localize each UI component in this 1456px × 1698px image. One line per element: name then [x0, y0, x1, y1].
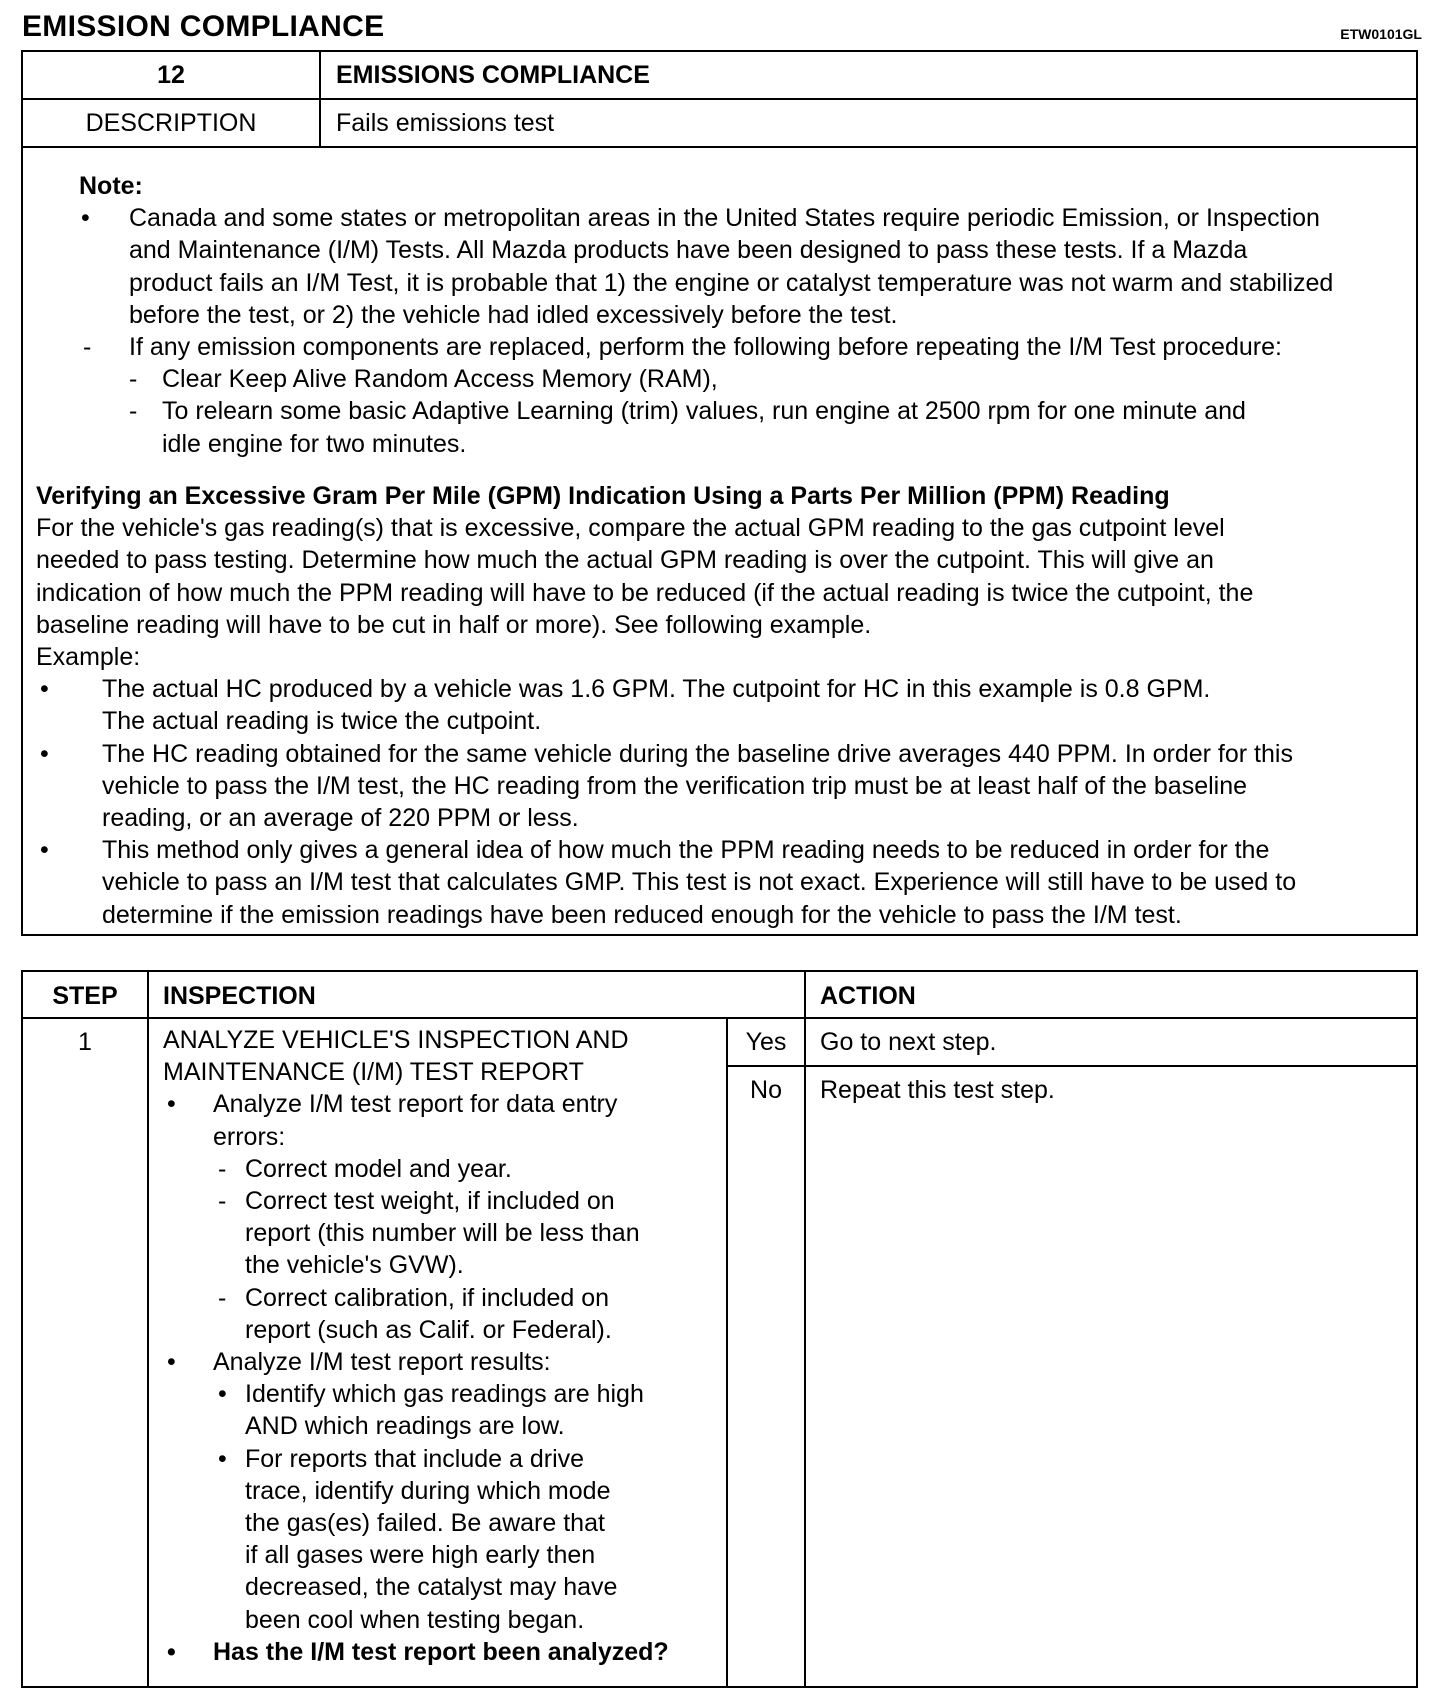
inspection-column-header: INSPECTION — [163, 982, 316, 1010]
inspection-sub-bullet-2-line: decreased, the catalyst may have — [245, 1573, 618, 1602]
note-sub-item-2-line: To relearn some basic Adaptive Learning (trim) values, run engine at 2500 rpm for one minute and — [162, 397, 1246, 426]
inspection-sub-bullet-1 — [163, 1378, 723, 1442]
no-action: Repeat this test step. — [820, 1076, 1055, 1104]
example-item-line: vehicle to pass the I/M test, the HC reading from the verification trip must be at least half of the baseline — [102, 771, 1248, 800]
verify-paragraph-line: needed to pass testing. Determine how much the actual GPM reading is over the cutpoint. This will give an — [36, 546, 1214, 575]
inspection-sub-bullet-2-line: the gas(es) failed. Be aware that — [245, 1509, 605, 1538]
dash-bullet-icon: - — [218, 1154, 227, 1183]
page-header — [22, 6, 1422, 46]
inspection-sub-bullet-1-line: AND which readings are low. — [245, 1412, 565, 1441]
dash-bullet-icon: - — [218, 1187, 227, 1216]
inspection-question — [163, 1636, 723, 1668]
inspection-bullet-2-text: Analyze I/M test report results: — [213, 1348, 551, 1377]
header-table — [21, 50, 1418, 148]
inspection-detail-2-line: Correct test weight, if included on — [245, 1187, 615, 1216]
dash-bullet-icon: - — [218, 1283, 227, 1312]
bullet-icon: • — [81, 204, 90, 233]
note-sub-item-2 — [23, 395, 1416, 459]
dash-bullet-icon: - — [129, 365, 138, 394]
example-item — [36, 673, 1406, 737]
step-table — [21, 970, 1418, 1688]
column-divider — [804, 972, 806, 1686]
inspection-sub-bullet-2-line: For reports that include a drive — [245, 1444, 585, 1473]
example-item-line: The actual HC produced by a vehicle was 1.6 GPM. The cutpoint for HC in this example is 0.8 GPM. — [102, 675, 1211, 704]
note-bullet-1-line: before the test, or 2) the vehicle had idled excessively before the test. — [129, 300, 898, 329]
inspection-sub-bullet-2-line: trace, identify during which mode — [245, 1476, 611, 1505]
example-item-line: The actual reading is twice the cutpoint. — [102, 707, 542, 736]
header-row-title — [23, 52, 1416, 98]
inspection-sub-bullet-2-line: if all gases were high early then — [245, 1541, 596, 1570]
bullet-icon: • — [167, 1637, 176, 1666]
bullet-icon: • — [40, 836, 49, 865]
dash-bullet-icon: - — [83, 333, 92, 362]
step-column-header: STEP — [52, 982, 118, 1010]
note-bullet-2-text: If any emission components are replaced, perform the following before repeating the I/M Test procedure: — [129, 333, 1282, 362]
document-code: ETW0101GL — [1340, 26, 1422, 42]
step-number: 1 — [78, 1028, 92, 1056]
verify-paragraph-line: indication of how much the PPM reading will have to be reduced (if the actual reading is twice the cutpoint, the — [36, 578, 1254, 607]
description-value: Fails emissions test — [336, 108, 555, 137]
inspection-sub-bullet-2-line: been cool when testing began. — [245, 1605, 585, 1634]
description-label: DESCRIPTION — [23, 100, 321, 146]
troubleshooting-number: 12 — [23, 52, 321, 98]
header-row-description — [23, 98, 1416, 146]
step-title-line: ANALYZE VEHICLE'S INSPECTION AND — [163, 1026, 629, 1054]
note-sub-item-1 — [23, 363, 1416, 395]
no-label: No — [750, 1076, 782, 1104]
verify-paragraph-line: For the vehicle's gas reading(s) that is excessive, compare the actual GPM reading to the gas cutpoint level — [36, 514, 1225, 543]
page-title: EMISSION COMPLIANCE — [22, 10, 385, 43]
note-label: Note: — [79, 172, 143, 200]
troubleshooting-name: EMISSIONS COMPLIANCE — [336, 60, 650, 89]
verify-paragraph-line: baseline reading will have to be cut in half or more). See following example. — [36, 610, 872, 639]
column-divider — [147, 972, 149, 1686]
dash-bullet-icon: - — [129, 397, 138, 426]
inspection-detail-1-text: Correct model and year. — [245, 1154, 512, 1183]
inspection-detail-1 — [163, 1153, 723, 1185]
inspection-question-text: Has the I/M test report been analyzed? — [213, 1637, 669, 1666]
inspection-content — [163, 1024, 723, 1668]
bullet-icon: • — [218, 1444, 227, 1473]
example-item-line: determine if the emission readings have been reduced enough for the vehicle to pass the I/M test. — [102, 900, 1182, 929]
inspection-bullet-1 — [163, 1088, 723, 1152]
bullet-icon: • — [40, 675, 49, 704]
inspection-sub-bullet-2 — [163, 1443, 723, 1636]
verify-heading: Verifying an Excessive Gram Per Mile (GPM) Indication Using a Parts Per Million (PPM) Reading — [36, 482, 1170, 510]
bullet-icon: • — [218, 1380, 227, 1409]
yes-label: Yes — [745, 1028, 787, 1056]
inspection-detail-2 — [163, 1185, 723, 1282]
yes-action: Go to next step. — [820, 1028, 997, 1056]
note-bullet-1 — [23, 202, 1416, 331]
note-sub-item-2-line: idle engine for two minutes. — [162, 429, 467, 458]
note-sub-item-1-text: Clear Keep Alive Random Access Memory (RAM), — [162, 365, 718, 394]
verify-section — [36, 480, 1406, 931]
example-label: Example: — [36, 643, 141, 672]
action-column-header: ACTION — [820, 982, 916, 1010]
bullet-icon: • — [167, 1090, 176, 1119]
inspection-detail-3-line: Correct calibration, if included on — [245, 1283, 610, 1312]
inspection-detail-3 — [163, 1282, 723, 1346]
example-item-line: reading, or an average of 220 PPM or less. — [102, 804, 579, 833]
bullet-icon: • — [167, 1348, 176, 1377]
inspection-detail-3-line: report (such as Calif. or Federal). — [245, 1315, 612, 1344]
inspection-bullet-2 — [163, 1346, 723, 1378]
inspection-detail-2-line: report (this number will be less than — [245, 1219, 640, 1248]
inspection-bullet-1-line: Analyze I/M test report for data entry — [213, 1090, 618, 1119]
header-divider — [23, 1017, 1416, 1019]
example-item-line: This method only gives a general idea of how much the PPM reading needs to be reduced in order for the — [102, 836, 1270, 865]
example-item — [36, 738, 1406, 835]
bullet-icon: • — [40, 739, 49, 768]
inspection-detail-2-line: the vehicle's GVW). — [245, 1251, 464, 1280]
column-divider — [726, 1019, 728, 1686]
example-item-line: The HC reading obtained for the same vehicle during the baseline drive averages 440 PPM. In order for this — [102, 739, 1293, 768]
example-item-line: vehicle to pass an I/M test that calculates GMP. This test is not exact. Experience will still have to be used to — [102, 868, 1297, 897]
step-title-line: MAINTENANCE (I/M) TEST REPORT — [163, 1058, 584, 1087]
note-box — [21, 140, 1418, 936]
note-bullet-1-line: product fails an I/M Test, it is probable that 1) the engine or catalyst temperature was not warm and stabilized — [129, 268, 1334, 297]
inspection-sub-bullet-1-line: Identify which gas readings are high — [245, 1380, 644, 1409]
note-bullet-2 — [23, 331, 1416, 363]
note-bullet-1-line: and Maintenance (I/M) Tests. All Mazda products have been designed to pass these tests. If a Mazda — [129, 236, 1248, 265]
example-item — [36, 834, 1406, 931]
note-bullet-1-line: Canada and some states or metropolitan areas in the United States require periodic Emission, or Inspection — [129, 204, 1320, 233]
yes-no-divider — [726, 1065, 1416, 1067]
inspection-bullet-1-line: errors: — [213, 1122, 286, 1151]
